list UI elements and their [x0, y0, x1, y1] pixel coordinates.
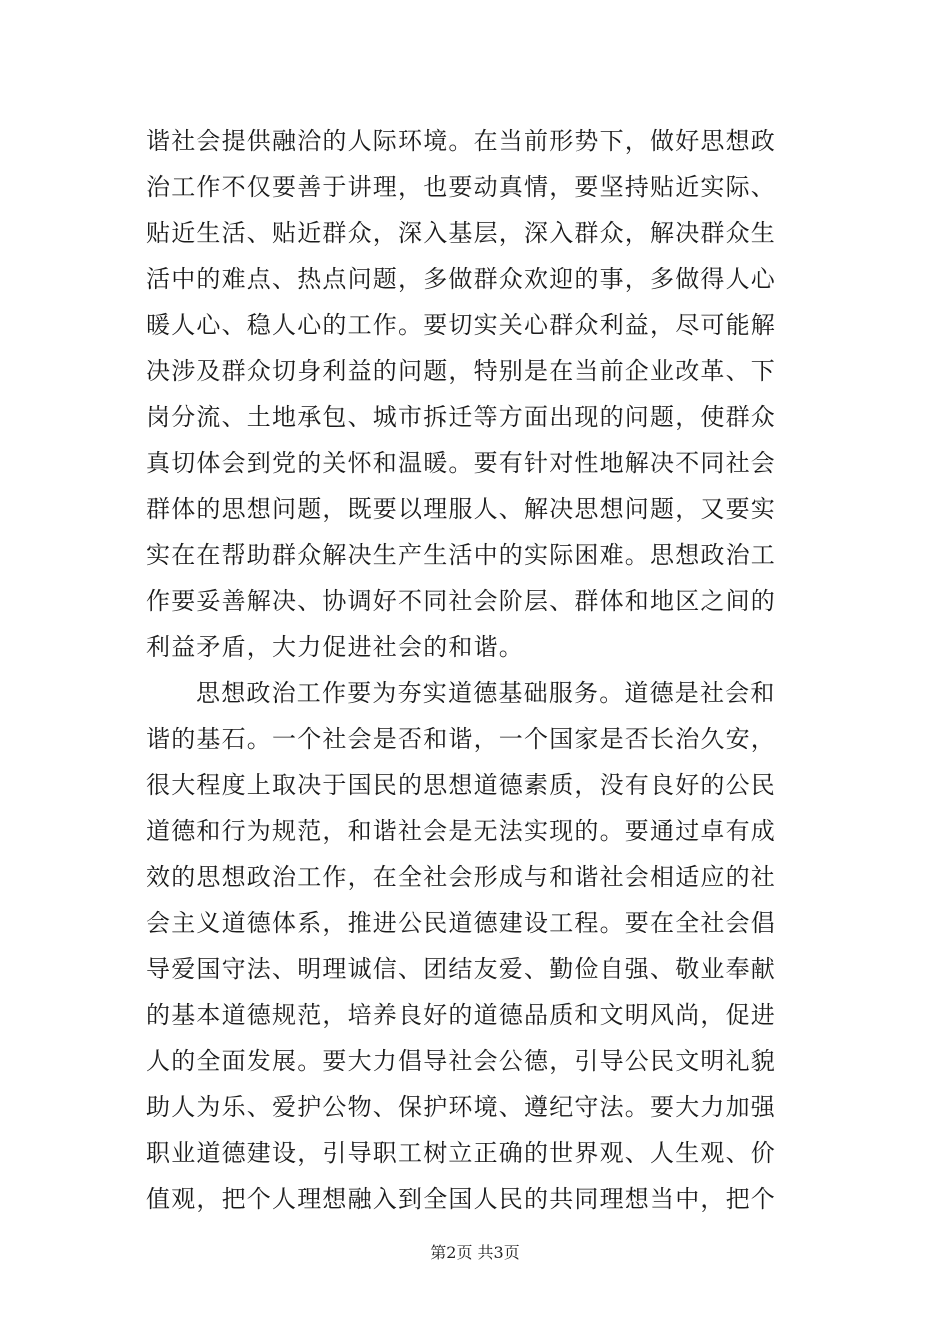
text-line: 的基本道德规范，培养良好的道德品质和文明风尚，促进: [146, 1001, 776, 1029]
text-line: 岗分流、土地承包、城市拆迁等方面出现的问题，使群众: [146, 403, 776, 431]
text-line: 导爱国守法、明理诚信、团结友爱、勤俭自强、敬业奉献: [146, 955, 776, 983]
paragraph: [146, 118, 806, 670]
body-text: [146, 118, 806, 1222]
text-line: 人的全面发展。要大力倡导社会公德，引导公民文明礼貌: [146, 1047, 776, 1075]
text-line: 群体的思想问题，既要以理服人、解决思想问题，又要实: [146, 495, 776, 523]
page-number: 第2页 共3页: [430, 1243, 520, 1262]
text-line: 决涉及群众切身利益的问题，特别是在当前企业改革、下: [146, 357, 776, 385]
text-line: 活中的难点、热点问题，多做群众欢迎的事，多做得人心: [146, 265, 776, 293]
text-line: 暖人心、稳人心的工作。要切实关心群众利益，尽可能解: [146, 311, 776, 339]
text-line: 道德和行为规范，和谐社会是无法实现的。要通过卓有成: [146, 817, 776, 845]
text-line: 效的思想政治工作，在全社会形成与和谐社会相适应的社: [146, 863, 776, 891]
text-line: 作要妥善解决、协调好不同社会阶层、群体和地区之间的: [146, 587, 776, 615]
text-line: 利益矛盾，大力促进社会的和谐。: [146, 633, 524, 661]
text-line: 会主义道德体系，推进公民道德建设工程。要在全社会倡: [146, 909, 776, 937]
text-line: 思想政治工作要为夯实道德基础服务。道德是社会和: [196, 679, 776, 707]
text-line: 助人为乐、爱护公物、保护环境、遵纪守法。要大力加强: [146, 1093, 776, 1121]
text-line: 谐社会提供融洽的人际环境。在当前形势下，做好思想政: [146, 127, 776, 155]
text-line: 谐的基石。一个社会是否和谐，一个国家是否长治久安，: [146, 725, 776, 753]
text-line: 实在在帮助群众解决生产生活中的实际困难。思想政治工: [146, 541, 776, 569]
text-line: 很大程度上取决于国民的思想道德素质，没有良好的公民: [146, 771, 776, 799]
text-line: 值观，把个人理想融入到全国人民的共同理想当中，把个: [146, 1185, 776, 1213]
text-line: 真切体会到党的关怀和温暖。要有针对性地解决不同社会: [146, 449, 776, 477]
paragraph: [146, 670, 806, 1222]
text-line: 职业道德建设，引导职工树立正确的世界观、人生观、价: [146, 1139, 776, 1167]
text-line: 贴近生活、贴近群众，深入基层，深入群众，解决群众生: [146, 219, 776, 247]
text-line: 治工作不仅要善于讲理，也要动真情，要坚持贴近实际、: [146, 173, 776, 201]
